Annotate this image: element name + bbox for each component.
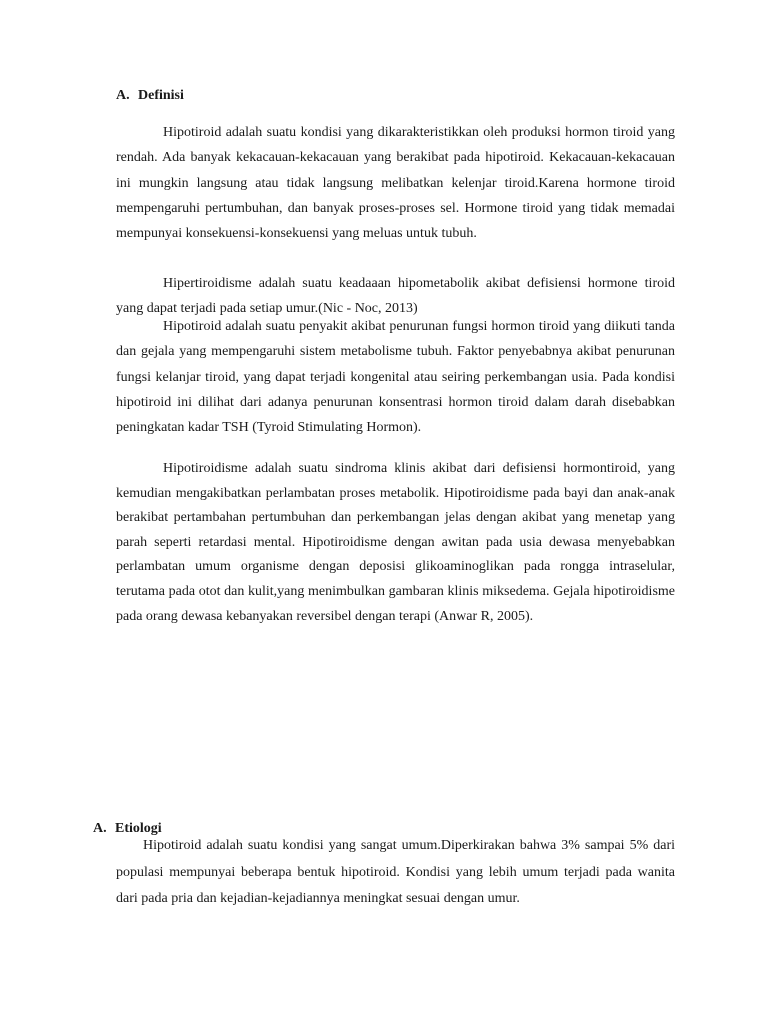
paragraph-definisi-3: Hipotiroid adalah suatu penyakit akibat penurunan fungsi hormon tiroid yang diikuti tanda dan gejala yang mempengaruhi sistem metabolisme tubuh. Faktor penyebabnya akibat penurunan fungsi kelanjar tiroid, yang dapat terjadi kongenital atau seiring perkembangan usia. Pada kondisi hipotiroid ini dilihat dari adanya penurunan konsentrasi hormon tiroid dalam darah disebabkan peningkatan kadar TSH (Tyroid Stimulating Hormon). (116, 319, 675, 436)
paragraph-definisi-4: Hipotiroidisme adalah suatu sindroma klinis akibat dari defisiensi hormontiroid, yang kemudian mengakibatkan perlambatan proses metabolik. Hipotiroidisme pada bayi dan anak-anak berakibat pertambahan pertumbuhan dan perkembangan jelas dengan akibat yang menetap yang parah seperti retardasi mental. Hipotiroidisme dengan awitan pada usia dewasa menyebabkan perlambatan umum organisme dengan deposisi glikoaminoglikan pada rongga intraselular, terutama pada otot dan kulit,yang menimbulkan gambaran klinis miksedema. Gejala hipotiroidisme pada orang dewasa kebanyakan reversibel dengan terapi (Anwar R, 2005). (116, 461, 675, 624)
paragraph-etiologi-1: Hipotiroid adalah suatu kondisi yang sangat umum.Diperkirakan bahwa 3% sampai 5% dari populasi mempunyai beberapa bentuk hipotiroid. Kondisi yang lebih umum terjadi pada wanita dari pada pria dan kejadian-kejadiannya meningkat sesuai dengan umur. (116, 838, 675, 907)
paragraph-definisi-1: Hipotiroid adalah suatu kondisi yang dikarakteristikkan oleh produksi hormon tiroid yang rendah. Ada banyak kekacauan-kekacauan yang berakibat pada hipotiroid. Kekacauan-kekacauan ini mungkin langsung atau tidak langsung melibatkan kelenjar tiroid.Karena hormone tiroid mempengaruhi pertumbuhan, dan banyak proses-proses sel. Hormone tiroid yang tidak memadai mempunyai konsekuensi-konsekuensi yang meluas untuk tubuh. (116, 125, 675, 242)
section-title: Etiologi (115, 821, 162, 836)
section-number: A. (93, 821, 107, 836)
section-title: Definisi (138, 88, 184, 103)
paragraph-definisi-2: Hipertiroidisme adalah suatu keadaaan hipometabolik akibat defisiensi hormone tiroid yang dapat terjadi pada setiap umur.(Nic - Noc, 2013) (116, 276, 675, 317)
section-number: A. (116, 88, 130, 103)
section-heading-definisi (116, 88, 184, 104)
